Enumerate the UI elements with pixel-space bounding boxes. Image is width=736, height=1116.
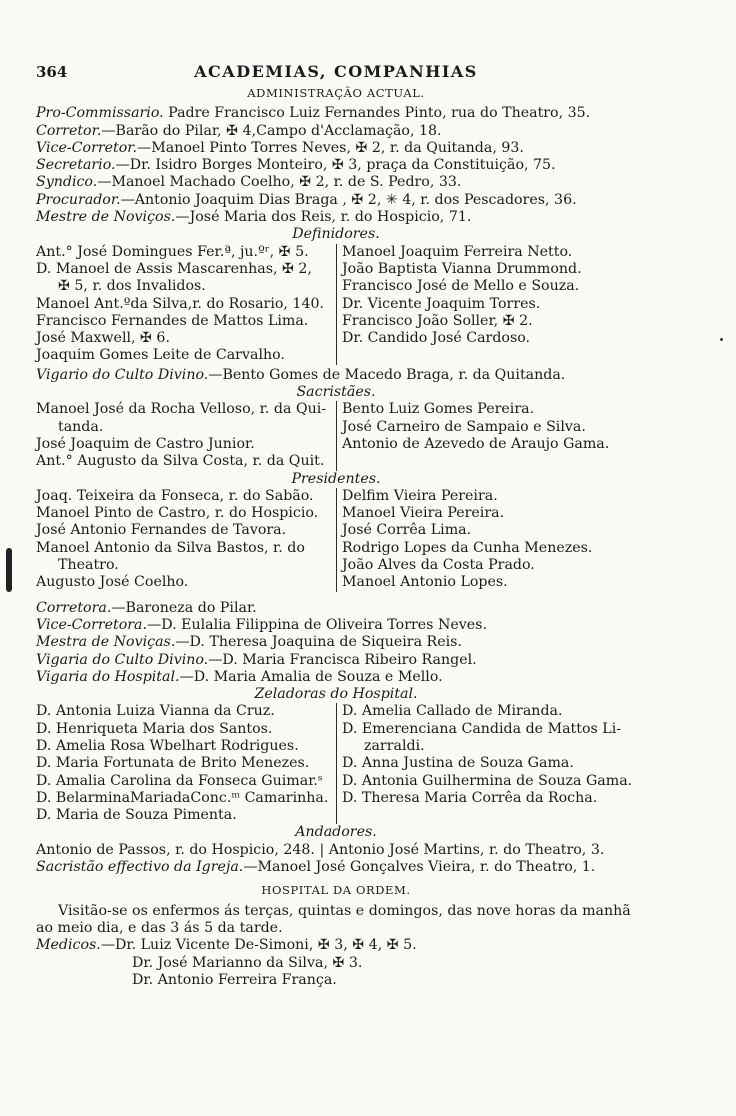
admin-row	[36, 174, 636, 191]
presidente-right-item: Manoel Antonio Lopes.	[342, 574, 508, 591]
definidor-left-item: Francisco Fernandes de Mattos Lima.	[36, 312, 309, 329]
definidores-left	[36, 244, 337, 365]
ladies-row-role: Vigaria do Culto Divino.	[36, 651, 209, 668]
admin-row-role: Pro-Commissario.	[36, 105, 164, 122]
admin-row	[36, 105, 636, 122]
admin-row	[36, 192, 636, 209]
sacristao-role: Sacristão effectivo da Igreja.	[36, 859, 244, 876]
definidor-left-item: José Maxwell, ✠ 6.	[36, 330, 170, 347]
zeladora-right-item: D. Theresa Maria Corrêa da Rocha.	[342, 789, 598, 806]
definidor-right-item: Manoel Joaquim Ferreira Netto.	[342, 243, 573, 260]
ladies-row-role: Vice-Corretora.	[36, 616, 148, 633]
ladies-row-text: —D. Maria Francisca Ribeiro Rangel.	[208, 651, 477, 668]
andadores-line: Antonio de Passos, r. do Hospicio, 248. | Antonio José Martins, r. do Theatro, 3.	[36, 841, 605, 858]
ink-dot	[720, 338, 723, 341]
presidente-left-item: Manoel Pinto de Castro, r. do Hospicio.	[36, 505, 319, 522]
presidente-right-item: Manoel Vieira Pereira.	[342, 505, 505, 522]
sacristao-left-item: Ant.° Augusto da Silva Costa, r. da Quit.	[36, 453, 325, 470]
zeladora-right-item: D. Amelia Callado de Miranda.	[342, 703, 563, 720]
ink-blot	[6, 548, 12, 592]
presidente-left-item: Manoel Antonio da Silva Bastos, r. do	[36, 539, 305, 556]
zeladoras-heading: Zeladoras do Hospital.	[254, 686, 418, 703]
andadores-heading: Andadores.	[295, 824, 377, 841]
zeladora-right-item: D. Antonia Guilhermina de Souza Gama.	[342, 772, 633, 789]
definidor-right-item: João Baptista Vianna Drummond.	[342, 260, 582, 277]
definidor-right-item: Francisco João Soller, ✠ 2.	[342, 312, 533, 329]
presidente-right-item: Rodrigo Lopes da Cunha Menezes.	[342, 539, 593, 556]
zeladora-left-item: D. Amelia Rosa Wbelhart Rodrigues.	[36, 737, 299, 754]
admin-row-role: Syndico.	[36, 174, 98, 191]
ladies-row-role: Mestra de Noviças.	[36, 634, 176, 651]
zeladora-right-item: D. Anna Justina de Souza Gama.	[342, 755, 574, 772]
definidor-left-item: Ant.° José Domingues Fer.ª, ju.ºʳ, ✠ 5.	[36, 243, 309, 260]
zeladoras-right	[337, 703, 632, 824]
ladies-list	[36, 600, 636, 686]
hospital-para-2: ao meio dia, e das 3 ás 5 da tarde.	[36, 919, 283, 936]
sacristaes-left	[36, 401, 337, 470]
sacristao-line	[36, 859, 636, 876]
admin-row-role: Vice-Corretor.	[36, 139, 138, 156]
page	[36, 62, 636, 989]
ladies-row-role: Corretora.	[36, 599, 112, 616]
presidente-left-item: Joaq. Teixeira da Fonseca, r. do Sabão.	[36, 487, 314, 504]
ladies-row-text: —D. Theresa Joaquina de Siqueira Reis.	[175, 634, 462, 651]
definidor-right-item: Francisco José de Mello e Souza.	[342, 278, 580, 295]
admin-row-role: Secretario.	[36, 157, 116, 174]
zeladoras-columns	[36, 703, 636, 824]
sacristao-right-item: Antonio de Azevedo de Araujo Gama.	[342, 435, 610, 452]
zeladora-left-item: D. Maria de Souza Pimenta.	[36, 807, 237, 824]
sacristao-right-item: Bento Luiz Gomes Pereira.	[342, 401, 535, 418]
sacristao-left-item: Manoel José da Rocha Velloso, r. da Qui-	[36, 401, 327, 418]
ladies-row-text: —D. Maria Amalia de Souza e Mello.	[179, 668, 443, 685]
presidente-left-item: Theatro.	[58, 557, 119, 574]
running-title: ACADEMIAS, COMPANHIAS	[194, 62, 478, 81]
admin-row-text: —Manoel Machado Coelho, ✠ 2, r. de S. Pedro, 33.	[97, 174, 462, 191]
presidente-right-item: João Alves da Costa Prado.	[342, 557, 535, 574]
sacristao-left-item: José Joaquim de Castro Junior.	[36, 435, 255, 452]
definidor-left-item: Manoel Ant.ºda Silva,r. do Rosario, 140.	[36, 295, 325, 312]
ladies-row	[36, 634, 636, 651]
zeladora-right-item: D. Emerenciana Candida de Mattos Li-	[342, 720, 622, 737]
definidores-heading: Definidores.	[292, 226, 380, 243]
page-number: 364	[36, 63, 68, 81]
presidentes-left	[36, 488, 337, 592]
admin-row-text: —Barão do Pilar, ✠ 4,Campo d'Acclamação, 18.	[101, 122, 442, 139]
admin-row-role: Procurador.	[36, 191, 121, 208]
presidente-right-item: Delfim Vieira Pereira.	[342, 487, 498, 504]
medicos-line-3: Dr. Antonio Ferreira França.	[132, 971, 337, 988]
vigario-text: —Bento Gomes de Macedo Braga, r. da Quitanda.	[208, 366, 566, 383]
admin-row-text: Padre Francisco Luiz Fernandes Pinto, rua do Theatro, 35.	[163, 105, 591, 122]
admin-row-text: —José Maria dos Reis, r. do Hospicio, 71.	[175, 209, 472, 226]
sacristao-right-item: José Carneiro de Sampaio e Silva.	[342, 418, 586, 435]
ladies-row-text: —Baroneza do Pilar.	[111, 599, 257, 616]
definidores-columns	[36, 244, 636, 365]
zeladora-right-item: zarraldi.	[364, 737, 425, 754]
definidor-left-item: Joaquim Gomes Leite de Carvalho.	[36, 347, 285, 364]
definidor-left-item: D. Manoel de Assis Mascarenhas, ✠ 2,	[36, 260, 312, 277]
ladies-row-role: Vigaria do Hospital.	[36, 668, 180, 685]
definidor-right-item: Dr. Vicente Joaquim Torres.	[342, 295, 541, 312]
admin-row-text: —Dr. Isidro Borges Monteiro, ✠ 3, praça da Constituição, 75.	[115, 157, 556, 174]
admin-row	[36, 140, 636, 157]
ladies-row	[36, 617, 636, 634]
ladies-row	[36, 600, 636, 617]
definidor-right-item: Dr. Candido José Cardoso.	[342, 330, 531, 347]
medicos-line-1	[36, 937, 636, 954]
sacristaes-heading: Sacristães.	[296, 384, 376, 401]
zeladora-left-item: D. BelarminaMariadaConc.ᵐ Camarinha.	[36, 789, 329, 806]
admin-row	[36, 123, 636, 140]
presidentes-right	[337, 488, 592, 592]
admin-row	[36, 157, 636, 174]
medicos-role: Medicos.	[36, 937, 101, 954]
sacristaes-columns	[36, 401, 636, 470]
admin-row	[36, 209, 636, 226]
hospital-para-1: Visitão-se os enfermos ás terças, quintas e domingos, das nove horas da manhã	[58, 902, 631, 919]
vigario-line	[36, 367, 636, 384]
vigario-role: Vigario do Culto Divino.	[36, 366, 209, 383]
page-header	[36, 62, 636, 84]
admin-row-text: —Manoel Pinto Torres Neves, ✠ 2, r. da Quitanda, 93.	[137, 139, 524, 156]
medicos-text-1: —Dr. Luiz Vicente De-Simoni, ✠ 3, ✠ 4, ✠ 5.	[100, 937, 417, 954]
zeladora-left-item: D. Henriqueta Maria dos Santos.	[36, 720, 273, 737]
ladies-row	[36, 669, 636, 686]
sacristao-left-item: tanda.	[58, 418, 104, 435]
admin-row-text: —Antonio Joaquim Dias Braga , ✠ 2, ✳ 4, r. dos Pescadores, 36.	[120, 191, 577, 208]
zeladora-left-item: D. Amalia Carolina da Fonseca Guimar.ˢ	[36, 772, 323, 789]
sacristaes-right	[337, 401, 609, 470]
presidente-left-item: Augusto José Coelho.	[36, 574, 189, 591]
sacristao-text: —Manoel José Gonçalves Vieira, r. do Theatro, 1.	[243, 859, 596, 876]
admin-row-role: Corretor.	[36, 122, 102, 139]
ladies-row-text: —D. Eulalia Filippina de Oliveira Torres Neves.	[147, 616, 487, 633]
definidores-right	[337, 244, 582, 365]
zeladora-left-item: D. Antonia Luiza Vianna da Cruz.	[36, 703, 275, 720]
definidor-left-item: ✠ 5, r. dos Invalidos.	[58, 278, 206, 295]
medicos-line-2: Dr. José Marianno da Silva, ✠ 3.	[132, 954, 363, 971]
admin-list	[36, 105, 636, 226]
zeladoras-left	[36, 703, 337, 824]
admin-row-role: Mestre de Noviços.	[36, 209, 176, 226]
presidentes-heading: Presidentes.	[291, 470, 381, 487]
zeladora-left-item: D. Maria Fortunata de Brito Menezes.	[36, 755, 310, 772]
ladies-row	[36, 652, 636, 669]
hospital-heading: HOSPITAL DA ORDEM.	[261, 883, 411, 898]
presidente-right-item: José Corrêa Lima.	[342, 522, 472, 539]
admin-heading: ADMINISTRAÇÃO ACTUAL.	[247, 86, 425, 100]
presidente-left-item: José Antonio Fernandes de Tavora.	[36, 522, 287, 539]
presidentes-columns	[36, 488, 636, 592]
